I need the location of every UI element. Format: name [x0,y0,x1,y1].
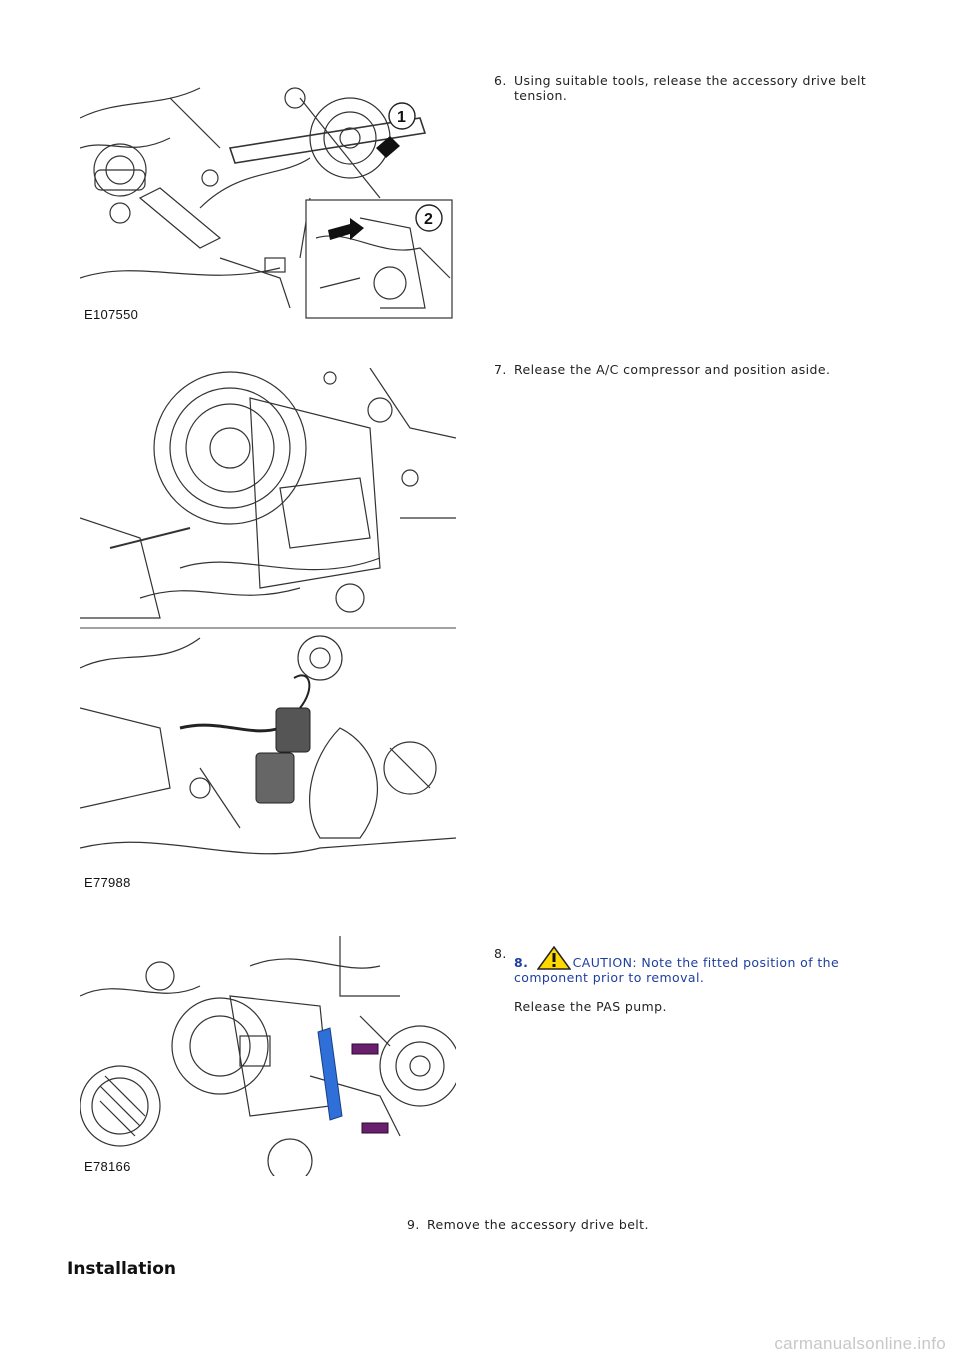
step-7 [494,362,884,377]
step-text: Release the PAS pump. [514,999,667,1014]
section-heading: Installation [67,1259,177,1279]
figure-code: E107550 [84,307,139,322]
figure-e107550 [80,78,456,324]
figure-code: E77988 [84,875,131,890]
figure-e77988 [80,368,456,892]
step-text: Release the A/C compressor and position aside. [514,362,831,377]
watermark: carmanualsonline.info [774,1334,946,1353]
callout-2: 2 [424,211,433,228]
caution-step-number: 8. [514,955,529,970]
engine-illustration-pas-pump [80,936,456,1176]
step-6 [494,73,884,103]
step-9 [407,1217,797,1232]
engine-illustration-belt-tensioner [80,78,456,324]
engine-illustration-ac-compressor [80,368,456,892]
callout-1: 1 [397,109,406,126]
step-8 [494,946,884,1014]
figure-e78166 [80,936,456,1176]
caution-text: CAUTION: Note the fitted position of the component prior to removal. [514,955,840,985]
figure-code: E78166 [84,1159,131,1174]
warning-triangle-icon [537,946,571,970]
step-number: 9. [407,1217,420,1232]
step-number: 8. [494,946,507,961]
step-text: Using suitable tools, release the accessory drive belt tension. [514,73,867,103]
step-text: Remove the accessory drive belt. [427,1217,649,1232]
step-number: 7. [494,362,507,377]
step-number: 6. [494,73,507,88]
caution-note [514,946,884,985]
